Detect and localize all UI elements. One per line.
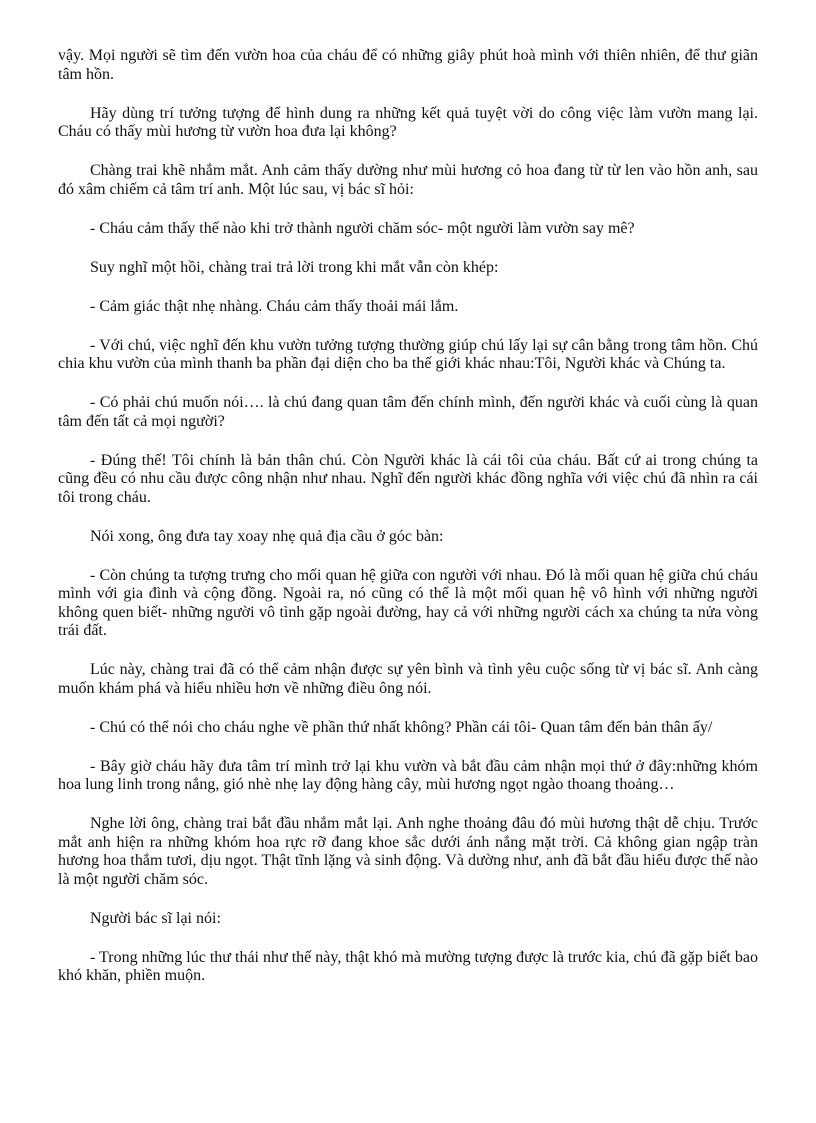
paragraph: vậy. Mọi người sẽ tìm đến vườn hoa của cháu để có những giây phút hoà mình với thiên nhiên, để thư giãn tâm hồn.	[58, 47, 758, 83]
paragraph: Nói xong, ông đưa tay xoay nhẹ quả địa cầu ở góc bàn:	[90, 527, 444, 545]
paragraph: Lúc này, chàng trai đã có thể cảm nhận được sự yên bình và tình yêu cuộc sống từ vị bác sĩ. Anh càng muốn khám phá và hiểu nhiều hơn về những điều ông nói.	[58, 661, 758, 697]
paragraph: Hãy dùng trí tưởng tượng để hình dung ra những kết quả tuyệt vời do công việc làm vườn mang lại. Cháu có thấy mùi hương từ vườn hoa đưa lại không?	[58, 104, 758, 140]
paragraph: - Có phải chú muốn nói…. là chú đang quan tâm đến chính mình, đến người khác và cuối cùng là quan tâm đến tất cả mọi người?	[58, 394, 758, 430]
paragraph: Suy nghĩ một hồi, chàng trai trả lời trong khi mắt vẫn còn khép:	[90, 258, 499, 276]
paragraph: - Cháu cảm thấy thế nào khi trở thành người chăm sóc- một người làm vườn say mê?	[90, 219, 635, 237]
paragraph: - Trong những lúc thư thái như thế này, thật khó mà mường tượng được là trước kia, chú đã gặp biết bao khó khăn, phiền muộn.	[58, 948, 758, 984]
paragraph: - Với chú, việc nghĩ đến khu vườn tưởng tượng thường giúp chú lấy lại sự cân bằng trong tâm hồn. Chú chia khu vườn của mình thanh ba phần đại diện cho ba thế giới khác nhau:Tôi, Người khác và Chúng ta.	[58, 336, 758, 372]
document-page	[58, 47, 758, 1006]
paragraph: - Cảm giác thật nhẹ nhàng. Cháu cảm thấy thoải mái lắm.	[90, 297, 459, 315]
paragraph: - Còn chúng ta tượng trưng cho mối quan hệ giữa con người với nhau. Đó là mối quan hệ giữa chú cháu mình với gia đình và cộng đồng. Ngoài ra, nó cũng có thể là một mối quan hệ vô hình với những người không quen biết- những người vô tình gặp ngoài đường, hay cả với những người cách xa chúng ta nửa vòng trái đất.	[58, 566, 758, 639]
paragraph: Chàng trai khẽ nhắm mắt. Anh cảm thấy dường như mùi hương cỏ hoa đang từ từ len vào hồn anh, sau đó xâm chiếm cả tâm trí anh. Một lúc sau, vị bác sĩ hỏi:	[58, 162, 758, 198]
paragraph: - Đúng thế! Tôi chính là bản thân chú. Còn Người khác là cái tôi của cháu. Bất cứ ai trong chúng ta cũng đều có nhu cầu được công nhận như nhau. Nghĩ đến người khác đồng nghĩa với việc chú đã nhìn ra cái tôi trong cháu.	[58, 451, 758, 506]
paragraph: - Bây giờ cháu hãy đưa tâm trí mình trở lại khu vườn và bắt đầu cảm nhận mọi thứ ở đây:những khóm hoa lung linh trong nắng, gió nhè nhẹ lay động hàng cây, mùi hương ngọt ngào thoang thoảng…	[58, 757, 758, 793]
paragraph: - Chú có thể nói cho cháu nghe về phần thứ nhất không? Phần cái tôi- Quan tâm đến bản thân ấy/	[90, 718, 713, 736]
paragraph: Nghe lời ông, chàng trai bắt đầu nhắm mắt lại. Anh nghe thoảng đâu đó mùi hương thật dễ chịu. Trước mắt anh hiện ra những khóm hoa rực rỡ đang khoe sắc dưới ánh nắng mặt trời. Cả không gian ngập tràn hương hoa thắm tươi, dịu ngọt. Thật tĩnh lặng và sinh động. Và dường như, anh đã bắt đầu hiểu được thế nào là một người chăm sóc.	[58, 815, 758, 888]
paragraph: Người bác sĩ lại nói:	[90, 909, 221, 927]
